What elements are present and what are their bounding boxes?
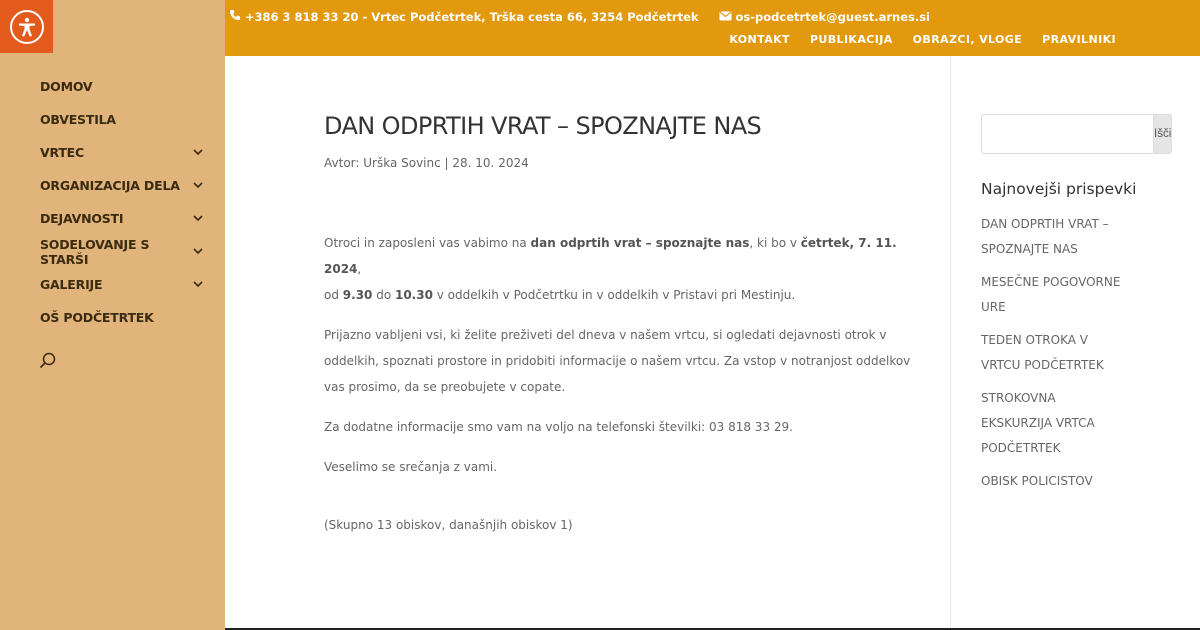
post-content [324,230,914,538]
sidebar-item-domov[interactable] [40,70,205,103]
meta-separator: | [440,156,453,170]
recent-post-link[interactable]: TEDEN OTROKA V VRTCU PODČETRTEK [981,333,1104,372]
top-menu-kontakt[interactable]: KONTAKT [729,33,790,46]
recent-post-link[interactable]: OBISK POLICISTOV [981,474,1093,488]
sidebar-item-galerije[interactable] [40,268,205,301]
text: , ki bo v [749,236,801,250]
sidebar-item-label: VRTEC [40,145,84,160]
sidebar-item-obvestila[interactable] [40,103,205,136]
sidebar-item-organizacija-dela[interactable] [40,169,205,202]
visit-counter: (Skupno 13 obiskov, današnjih obiskov 1) [324,518,573,532]
sidebar-item-label: OBVESTILA [40,112,116,127]
post-title: DAN ODPRTIH VRAT – SPOZNAJTE NAS [324,112,762,140]
list-item [981,469,1121,494]
top-menu-publikacija[interactable]: PUBLIKACIJA [809,33,893,46]
widget-search [981,114,1172,154]
sidebar-item-label: OŠ PODČETRTEK [40,310,154,325]
top-menu-pravilniki[interactable]: PRAVILNIKI [1042,33,1116,46]
search-button[interactable]: Išči [1153,114,1172,154]
recent-post-link[interactable]: STROKOVNA EKSKURZIJA VRTCA PODČETRTEK [981,391,1095,455]
paragraph: Prijazno vabljeni vsi, ki želite preživeti del dneva v našem vrtcu, si ogledati dejavnosti otrok v oddelkih, spoznati prostore in pridobiti informacije o našem vrtcu. Za vstop v notranjost oddelkov vas prosimo, da se preobujete v copate. [324,328,911,394]
chevron-down-icon[interactable] [191,179,205,193]
email-link[interactable]: os-podcetrtek@guest.arnes.si [735,9,930,24]
list-item [981,270,1121,320]
text: , [357,262,362,276]
sidebar-item-label: DEJAVNOSTI [40,211,124,226]
email-icon [719,10,732,24]
sidebar-item-sodelovanje[interactable] [40,235,205,268]
search-icon[interactable] [38,351,60,373]
chevron-down-icon[interactable] [191,212,205,226]
author-prefix: Avtor: [324,156,364,170]
list-item [981,328,1121,378]
sidebar-item-dejavnosti[interactable] [40,202,205,235]
list-item [981,212,1121,262]
text-bold: 10.30 [394,288,433,302]
text: do [372,288,395,302]
paragraph: Veselimo se srečanja z vami. [324,460,498,474]
top-menu-obrazci-vloge[interactable]: OBRAZCI, VLOGE [912,33,1023,46]
recent-posts-list [981,212,1121,502]
recent-posts-title: Najnovejši prispevki [981,180,1137,198]
text-bold: 9.30 [342,288,373,302]
contact-info [229,9,930,24]
text: Otroci in zaposleni vas vabimo na [324,236,531,250]
post-article [324,112,914,552]
sidebar-item-label: ORGANIZACIJA DELA [40,178,180,193]
chevron-down-icon[interactable] [191,278,205,292]
top-header [225,0,1200,56]
top-menu [729,33,1116,46]
sidebar [0,0,225,630]
phone-text: +386 3 818 33 20 - Vrtec Podčetrtek, Trška cesta 66, 3254 Podčetrtek [244,9,699,24]
accessibility-button[interactable] [0,0,53,53]
post-date: 28. 10. 2024 [452,156,529,170]
text-bold: četrtek, 7. 11. 2024 [324,236,897,276]
sidebar-item-label: SODELOVANJE S STARŠI [40,236,150,267]
accessibility-icon [10,10,44,44]
paragraph: Za dodatne informacije smo vam na voljo na telefonski številki: 03 818 33 29. [324,420,793,434]
post-meta [324,156,914,170]
sidebar-nav [40,70,205,334]
search-input[interactable] [981,114,1153,154]
list-item [981,386,1121,461]
text-bold: dan odprtih vrat – spoznajte nas [530,236,750,250]
sidebar-item-os-podcetrtek[interactable] [40,301,205,334]
author-link[interactable]: Urška Sovinc [363,156,441,170]
sidebar-item-label: DOMOV [40,79,93,94]
chevron-down-icon[interactable] [192,245,205,259]
recent-post-link[interactable]: DAN ODPRTIH VRAT – SPOZNAJTE NAS [981,217,1109,256]
column-divider [950,56,951,630]
text: od [324,288,343,302]
paragraph [324,230,914,308]
text: v oddelkih v Podčetrtku in v oddelkih v Pristavi pri Mestinju. [432,288,796,302]
recent-post-link[interactable]: MESEČNE POGOVORNE URE [981,275,1121,314]
sidebar-item-vrtec[interactable] [40,136,205,169]
phone-icon [229,9,241,24]
sidebar-item-label: GALERIJE [40,277,103,292]
chevron-down-icon[interactable] [191,146,205,160]
